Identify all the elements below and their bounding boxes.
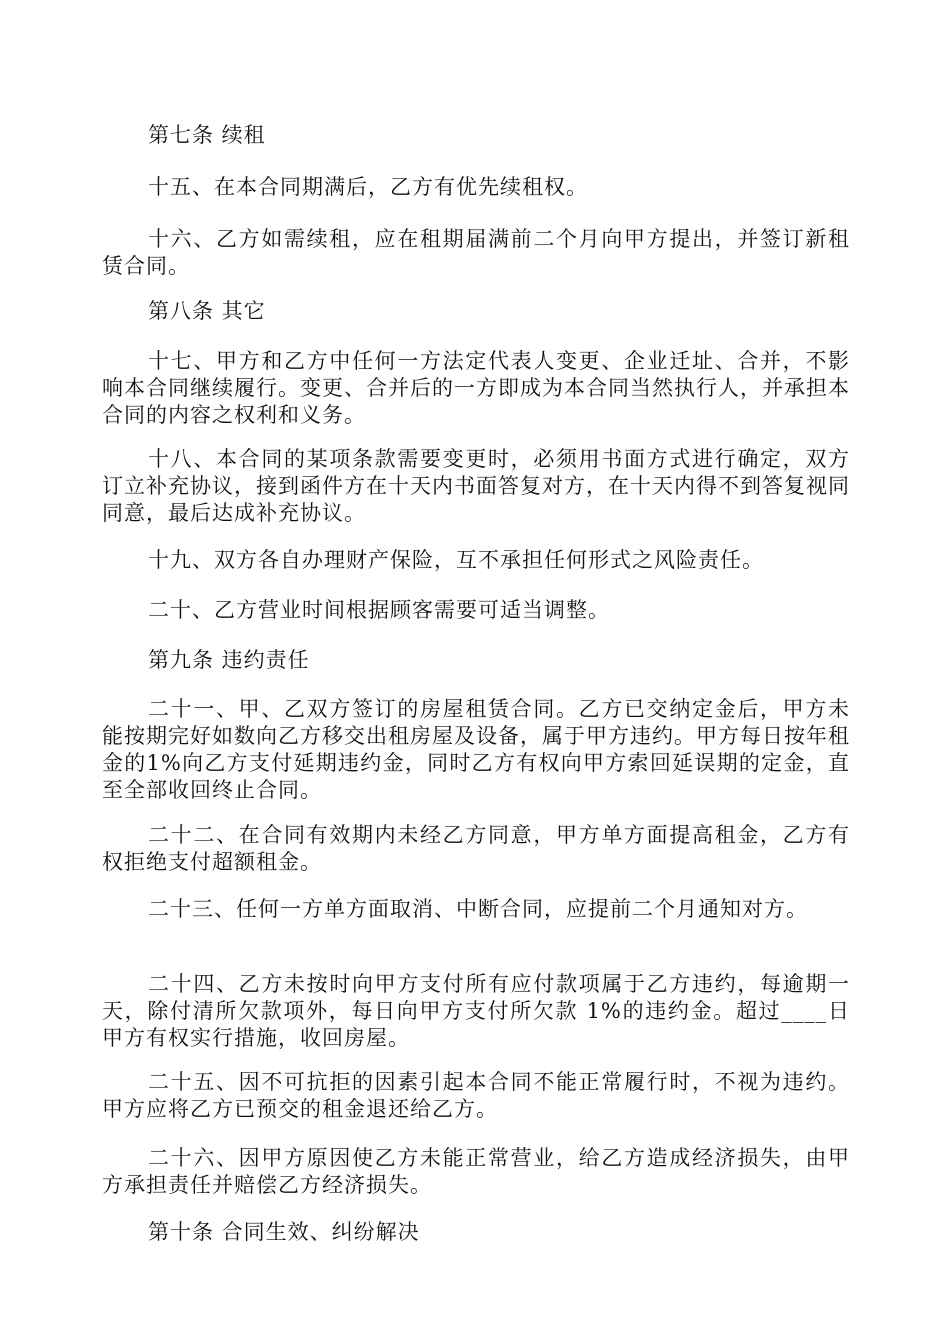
clause-22: 二十二、在合同有效期内未经乙方同意，甲方单方面提高租金，乙方有权拒绝支付超额租金。 [102, 823, 850, 874]
section-heading-10: 第十条 合同生效、纠纷解决 [148, 1220, 420, 1244]
section-heading-7: 第七条 续租 [148, 123, 266, 147]
clause-15: 十五、在本合同期满后，乙方有优先续租权。 [148, 175, 588, 199]
clause-23: 二十三、任何一方单方面取消、中断合同，应提前二个月通知对方。 [148, 897, 808, 921]
section-heading-9: 第九条 违约责任 [148, 648, 310, 672]
clause-25: 二十五、因不可抗拒的因素引起本合同不能正常履行时，不视为违约。甲方应将乙方已预交的租金退还给乙方。 [102, 1070, 850, 1121]
clause-21: 二十一、甲、乙双方签订的房屋租赁合同。乙方已交纳定金后，甲方未能按期完好如数向乙方移交出租房屋及设备，属于甲方违约。甲方每日按年租金的1%向乙方支付延期违约金，同时乙方有权向甲方索回延误期的定金，直至全部收回终止合同。 [102, 697, 850, 802]
clause-26: 二十六、因甲方原因使乙方未能正常营业，给乙方造成经济损失，由甲方承担责任并赔偿乙方经济损失。 [102, 1146, 850, 1197]
clause-16: 十六、乙方如需续租，应在租期届满前二个月向甲方提出，并签订新租赁合同。 [102, 227, 850, 278]
clause-20: 二十、乙方营业时间根据顾客需要可适当调整。 [148, 598, 610, 622]
clause-19: 十九、双方各自办理财产保险，互不承担任何形式之风险责任。 [148, 548, 764, 572]
clause-17: 十七、甲方和乙方中任何一方法定代表人变更、企业迁址、合并，不影响本合同继续履行。变更、合并后的一方即成为本合同当然执行人，并承担本合同的内容之权利和义务。 [102, 349, 850, 427]
clause-24: 二十四、乙方未按时向甲方支付所有应付款项属于乙方违约，每逾期一天，除付清所欠款项外，每日向甲方支付所欠款 1%的违约金。超过____日甲方有权实行措施，收回房屋。 [102, 972, 850, 1050]
clause-18: 十八、本合同的某项条款需要变更时，必须用书面方式进行确定，双方订立补充协议，接到函件方在十天内书面答复对方，在十天内得不到答复视同同意，最后达成补充协议。 [102, 447, 850, 525]
section-heading-8: 第八条 其它 [148, 299, 266, 323]
